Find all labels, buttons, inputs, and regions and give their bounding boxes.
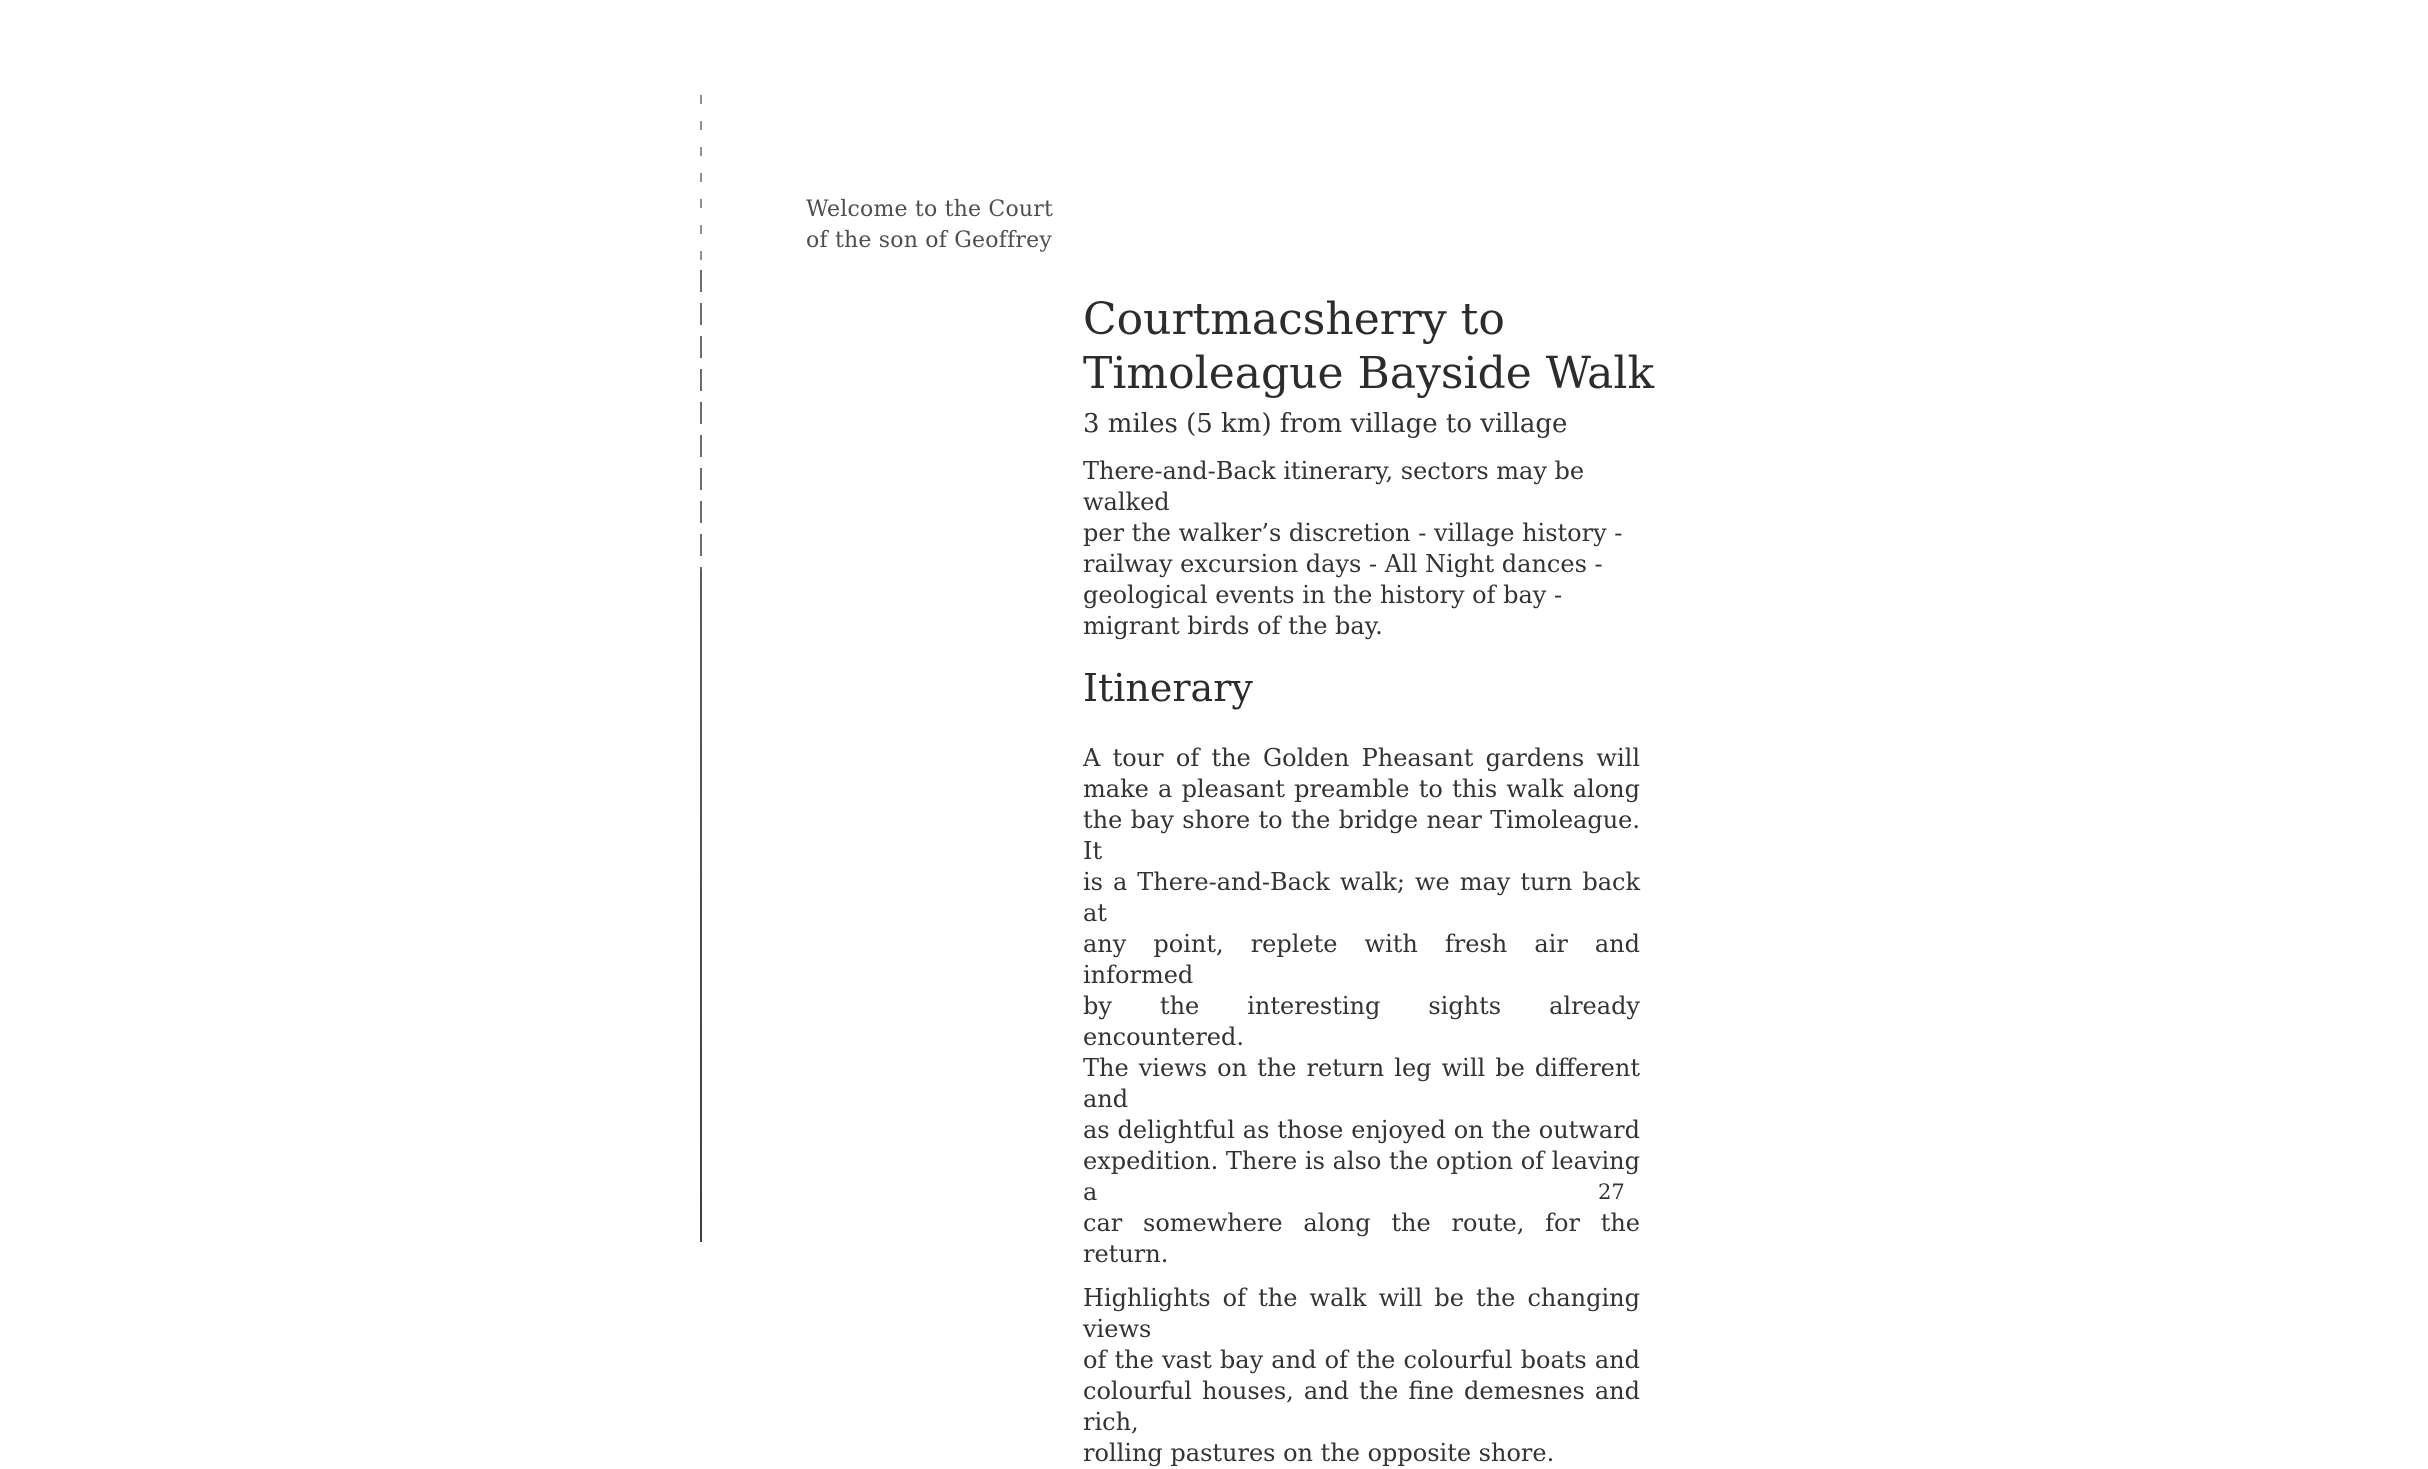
walk-summary-paragraph: There-and-Back itinerary, sectors may be walked per the walker’s discretion - village history - railway excursion days - All Night dances - geological events in the history of bay - migrant birds of the bay. bbox=[1083, 457, 1623, 640]
page-number: 27 bbox=[1598, 1180, 1625, 1204]
section-heading-itinerary: Itinerary bbox=[1083, 666, 1253, 710]
spine-fold-line-top bbox=[700, 95, 702, 270]
article-column bbox=[1083, 293, 1655, 1469]
walk-distance-subtitle: 3 miles (5 km) from village to village bbox=[1083, 409, 1568, 439]
spine-fold-line-bottom bbox=[700, 570, 702, 1242]
itinerary-paragraph: A tour of the Golden Pheasant gardens will make a pleasant preamble to this walk along the bay shore to the bridge near Timoleague. It is a There-and-Back walk; we may turn back at any point, replete with fresh air and informed by the interesting sights already encountered. The views on the return leg will be different and as delightful as those enjoyed on the outward expedition. There is also the option of leaving a car somewhere along the route, for the return. bbox=[1083, 743, 1640, 1268]
spine-fold-line-middle bbox=[700, 270, 702, 570]
margin-note: Welcome to the Court of the son of Geoffrey bbox=[806, 197, 1054, 253]
page-title: Courtmacsherry to Timoleague Bayside Walk bbox=[1083, 294, 1655, 399]
highlights-paragraph: Highlights of the walk will be the changing views of the vast bay and of the colourful boats and colourful houses, and the fine demesnes and rich, rolling pastures on the opposite shore. bbox=[1083, 1283, 1640, 1467]
